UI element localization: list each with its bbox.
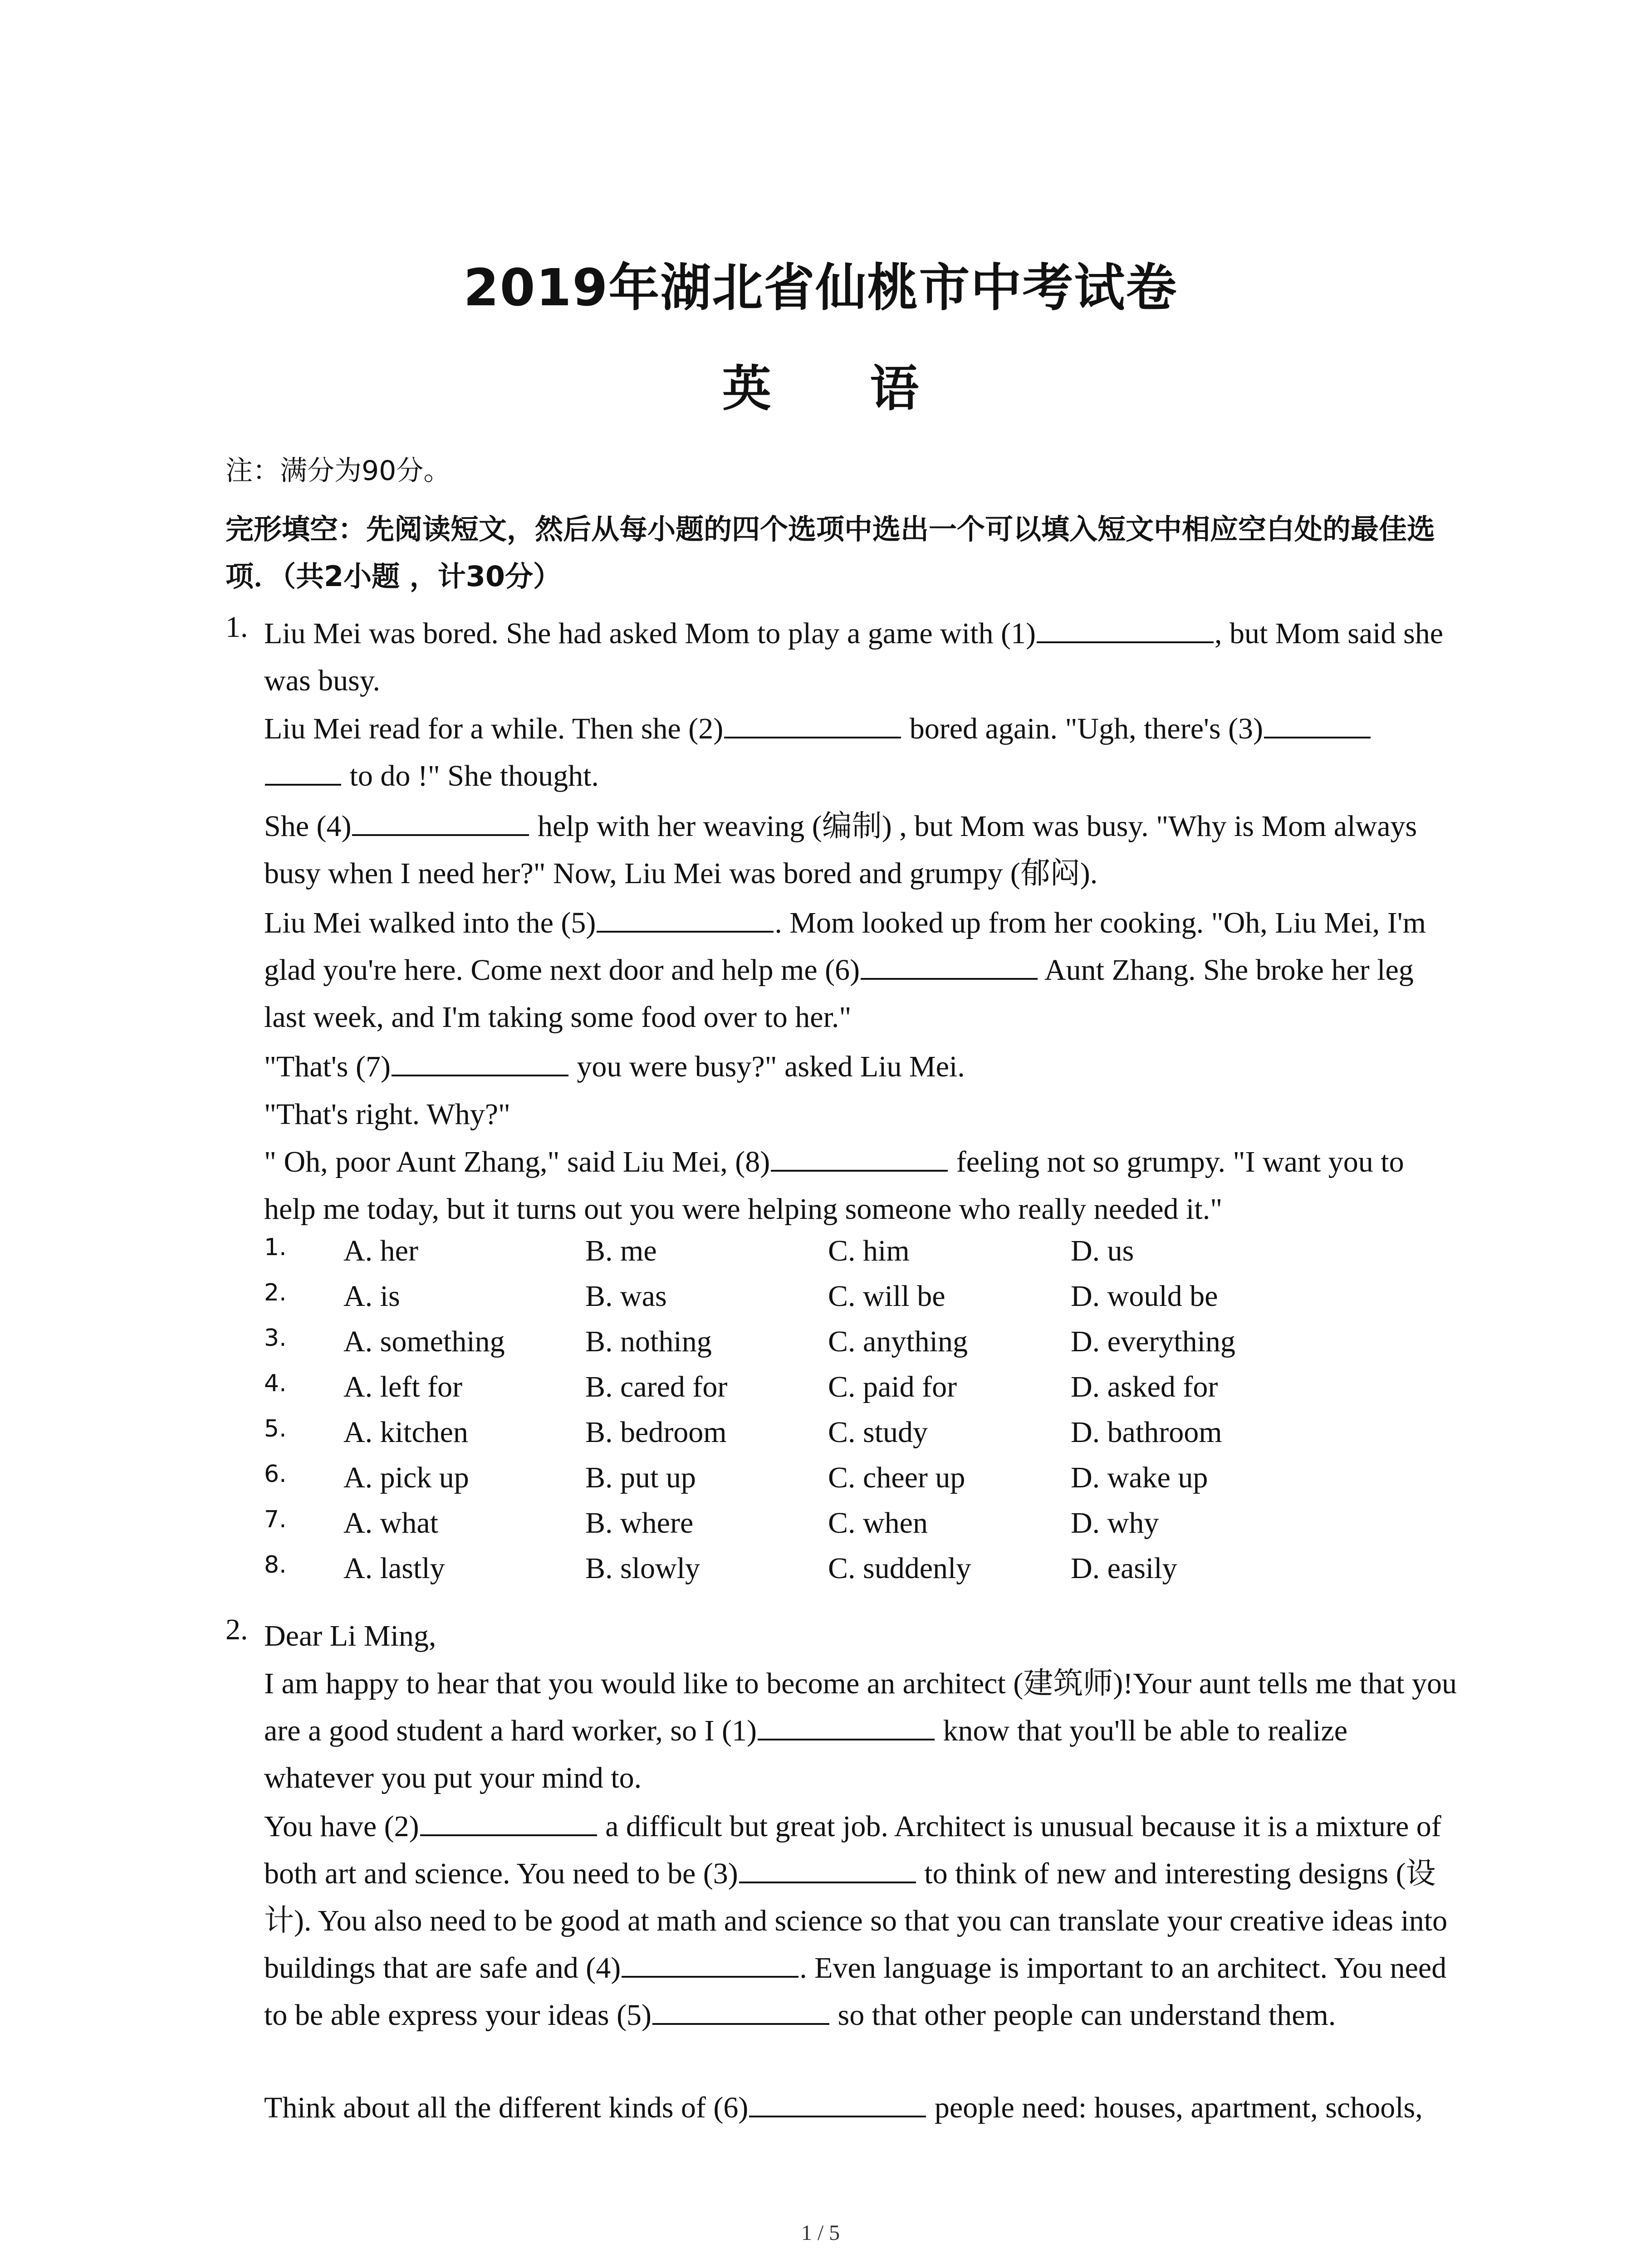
option-c[interactable]: C. him xyxy=(828,1234,910,1267)
question-1-number: 1. xyxy=(225,611,248,644)
q2-blank-2[interactable] xyxy=(420,1807,597,1836)
q1-p4-text-c: Aunt Zhang. She broke her leg last week, and I'm taking some food over to her." xyxy=(264,953,1414,1034)
q2-paragraph-1 xyxy=(264,1660,1462,1802)
q1-option-row xyxy=(0,1551,1641,1597)
option-c[interactable]: C. will be xyxy=(828,1280,945,1313)
q2-p2-text-b: a difficult but great job. Architect is unusual because it is a mixture of both art and science. You need to be (3) xyxy=(264,1810,1441,1890)
q1-p1-text-b: , but Mom said she was busy. xyxy=(264,617,1444,697)
option-b[interactable]: B. where xyxy=(585,1506,694,1540)
option-c[interactable]: C. study xyxy=(828,1416,928,1449)
q2-p1-text-b: know that you'll be able to realize whatever you put your mind to. xyxy=(264,1714,1348,1794)
q1-blank-5[interactable] xyxy=(597,904,774,933)
option-c[interactable]: C. paid for xyxy=(828,1370,957,1403)
option-d[interactable]: D. everything xyxy=(1071,1325,1235,1358)
option-a[interactable]: A. something xyxy=(343,1325,505,1358)
q2-salutation: Dear Li Ming, xyxy=(264,1619,436,1652)
option-b[interactable]: B. slowly xyxy=(585,1552,700,1585)
q1-p7-text-b: feeling not so grumpy. "I want you to help me today, but it turns out you were helping someone who really needed it." xyxy=(264,1145,1404,1226)
exam-subject: 英 语 xyxy=(722,361,960,417)
q1-paragraph-5 xyxy=(264,1043,1462,1090)
q1-p4-text-a: Liu Mei walked into the (5) xyxy=(264,906,596,939)
page-number: 1 / 5 xyxy=(801,2221,840,2245)
option-c[interactable]: C. anything xyxy=(828,1325,968,1358)
option-d[interactable]: D. would be xyxy=(1071,1280,1218,1313)
option-row-number: 7. xyxy=(264,1506,287,1533)
option-row-number: 2. xyxy=(264,1279,287,1306)
q1-paragraph-1 xyxy=(264,610,1462,704)
q2-paragraph-2 xyxy=(264,1803,1462,2039)
q1-option-row xyxy=(0,1325,1641,1370)
q1-p2-text-a: Liu Mei read for a while. Then she (2) xyxy=(264,712,724,745)
q1-p5-text-b: you were busy?" asked Liu Mei. xyxy=(569,1050,965,1083)
q1-blank-6[interactable] xyxy=(861,951,1038,980)
q2-p2-text-e: so that other people can understand them. xyxy=(830,1999,1336,2032)
option-d[interactable]: D. why xyxy=(1071,1506,1159,1540)
q2-paragraph-3 xyxy=(264,2084,1462,2131)
option-b[interactable]: B. put up xyxy=(585,1461,696,1494)
q2-p1-text-a: I am happy to hear that you would like to become an architect (建筑师)!Your aunt tells me that you are a good student a hard worker, so I (1) xyxy=(264,1667,1457,1747)
q1-paragraph-6: "That's right. Why?" xyxy=(264,1098,510,1131)
q1-p3-text-b: help with her weaving (编制) , but Mom was busy. "Why is Mom always busy when I need her?" Now, Liu Mei was bored and grumpy (郁闷). xyxy=(264,810,1417,890)
q1-p2-text-c: to do !" She thought. xyxy=(342,759,599,792)
q1-blank-3-continued xyxy=(265,757,341,786)
option-row-number: 1. xyxy=(264,1234,287,1261)
q2-p2-text-a: You have (2) xyxy=(264,1810,419,1843)
option-a[interactable]: A. lastly xyxy=(343,1552,445,1585)
q1-option-row xyxy=(0,1461,1641,1506)
option-c[interactable]: C. cheer up xyxy=(828,1461,965,1494)
option-a[interactable]: A. her xyxy=(343,1234,418,1267)
q2-p3-text-b: people need: houses, apartment, schools, xyxy=(927,2091,1423,2124)
option-d[interactable]: D. bathroom xyxy=(1071,1416,1222,1449)
option-row-number: 4. xyxy=(264,1370,287,1397)
score-note: 注：满分为90分。 xyxy=(225,455,451,487)
option-row-number: 8. xyxy=(264,1551,287,1579)
q1-option-row xyxy=(0,1415,1641,1461)
option-a[interactable]: A. left for xyxy=(343,1370,463,1403)
option-d[interactable]: D. asked for xyxy=(1071,1370,1218,1403)
option-b[interactable]: B. cared for xyxy=(585,1370,728,1403)
question-2-number: 2. xyxy=(225,1613,248,1646)
q1-option-row xyxy=(0,1234,1641,1279)
q1-blank-1[interactable] xyxy=(1037,614,1214,643)
q1-p1-text-a: Liu Mei was bored. She had asked Mom to play a game with (1) xyxy=(264,617,1036,650)
q2-blank-4[interactable] xyxy=(622,1949,798,1978)
q1-blank-4[interactable] xyxy=(352,807,529,836)
option-a[interactable]: A. pick up xyxy=(343,1461,469,1494)
q2-blank-5[interactable] xyxy=(652,1996,829,2025)
option-d[interactable]: D. wake up xyxy=(1071,1461,1208,1494)
q1-blank-3[interactable] xyxy=(1264,709,1371,738)
q1-blank-7[interactable] xyxy=(392,1047,568,1076)
option-a[interactable]: A. is xyxy=(343,1280,400,1313)
option-b[interactable]: B. was xyxy=(585,1280,667,1313)
option-b[interactable]: B. me xyxy=(585,1234,657,1267)
q1-option-row xyxy=(0,1279,1641,1325)
q2-blank-1[interactable] xyxy=(758,1711,935,1740)
option-b[interactable]: B. bedroom xyxy=(585,1416,727,1449)
option-row-number: 3. xyxy=(264,1325,287,1352)
section-instructions: 完形填空：先阅读短文，然后从每小题的四个选项中选出一个可以填入短文中相应空白处的最佳选项．（共2小题 ，计30分） xyxy=(225,513,1435,593)
q1-blank-2[interactable] xyxy=(724,709,901,738)
q1-p3-text-a: She (4) xyxy=(264,810,352,843)
q1-paragraph-4 xyxy=(264,899,1462,1041)
option-a[interactable]: A. what xyxy=(343,1506,438,1540)
option-d[interactable]: D. us xyxy=(1071,1234,1134,1267)
exam-title: 2019年湖北省仙桃市中考试卷 xyxy=(463,259,1178,318)
q1-p7-text-a: " Oh, poor Aunt Zhang," said Liu Mei, (8) xyxy=(264,1145,770,1178)
q1-blank-8[interactable] xyxy=(771,1143,948,1172)
q2-p2-text-c: to think of new and interesting designs (设计). You also need to be good at math and science so that you can translate your creative ideas into buildings that are safe and (4) xyxy=(264,1857,1448,1984)
q1-p4-text-b: . Mom looked up from her cooking. "Oh, Liu Mei, I'm glad you're here. Come next door and help me (6) xyxy=(264,906,1426,987)
option-row-number: 5. xyxy=(264,1415,287,1442)
q2-p2-text-d: . Even language is important to an architect. You need to be able express your ideas (5) xyxy=(264,1951,1447,2032)
q1-paragraph-7 xyxy=(264,1139,1462,1233)
q2-blank-6[interactable] xyxy=(749,2088,926,2117)
q2-blank-3[interactable] xyxy=(739,1854,916,1883)
option-d[interactable]: D. easily xyxy=(1071,1552,1177,1585)
q1-paragraph-3 xyxy=(264,803,1462,897)
option-b[interactable]: B. nothing xyxy=(585,1325,712,1358)
option-a[interactable]: A. kitchen xyxy=(343,1416,468,1449)
option-c[interactable]: C. when xyxy=(828,1506,928,1540)
option-row-number: 6. xyxy=(264,1461,287,1488)
q1-option-row xyxy=(0,1506,1641,1551)
q2-p3-text-a: Think about all the different kinds of (6) xyxy=(264,2091,749,2124)
q1-option-row xyxy=(0,1370,1641,1415)
option-c[interactable]: C. suddenly xyxy=(828,1552,971,1585)
q1-paragraph-2 xyxy=(264,705,1462,800)
q1-p2-text-b: bored again. "Ugh, there's (3) xyxy=(902,712,1264,745)
q1-p5-text-a: "That's (7) xyxy=(264,1050,391,1083)
